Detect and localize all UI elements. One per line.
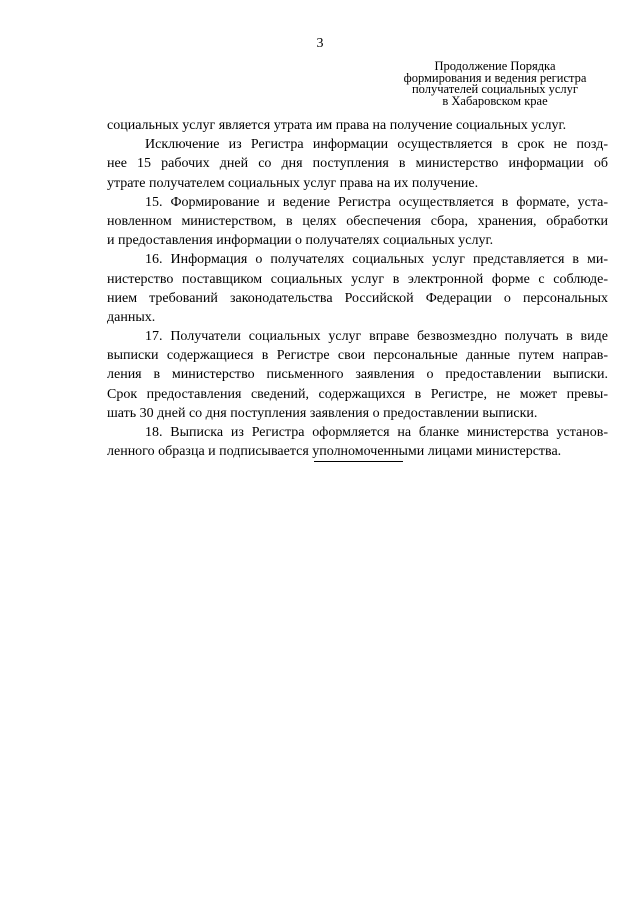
text-line: нее 15 рабочих дней со дня поступления в министерство информации об	[107, 156, 608, 172]
text-line: 17. Получатели социальных услуг вправе безвозмездно получать в виде	[145, 329, 608, 345]
header-note-line: Продолжение Порядка	[434, 59, 556, 73]
text-line: ленного образца и подписывается уполномоченными лицами министерства.	[107, 444, 562, 460]
separator-line	[314, 461, 403, 462]
text-line: социальных услуг является утрата им права на получение социальных услуг.	[107, 118, 567, 133]
text-line: нием требований законодательства Российской Федерации о персональных	[107, 290, 608, 306]
header-note	[395, 61, 595, 107]
text-line: выписки содержащиеся в Регистре свои персональные данные путем направ-	[107, 348, 608, 364]
text-line: утрате получателем социальных услуг права на их получение.	[107, 175, 479, 191]
header-note-line: получателей социальных услуг	[411, 82, 579, 96]
text-line: 18. Выписка из Регистра оформляется на бланке министерства установ-	[145, 425, 608, 440]
text-line: и предоставления информации о получателях социальных услуг.	[107, 233, 494, 249]
header-note-line: формирования и ведения регистра	[403, 70, 587, 85]
page-number: 3	[316, 36, 324, 51]
text-line: 16. Информация о получателях социальных услуг представляется в ми-	[145, 252, 608, 268]
body-text	[107, 116, 608, 461]
text-line: ления в министерство письменного заявления о предоставлении выписки.	[107, 367, 608, 383]
text-line: данных.	[107, 309, 156, 325]
text-line: нистерство поставщиком социальных услуг в электронной форме с соблюде-	[107, 271, 608, 287]
text-line: шать 30 дней со дня поступления заявления о предоставлении выписки.	[107, 405, 538, 421]
text-line: Исключение из Регистра информации осуществляется в срок не позд-	[145, 137, 608, 153]
text-line: 15. Формирование и ведение Регистра осуществляется в формате, уста-	[145, 194, 608, 210]
text-line: новленном министерством, в целях обеспечения сбора, хранения, обработки	[107, 213, 608, 229]
header-note-line: в Хабаровском крае	[442, 93, 548, 108]
text-line: Срок предоставления сведений, содержащихся в Регистре, не может превы-	[107, 386, 608, 402]
